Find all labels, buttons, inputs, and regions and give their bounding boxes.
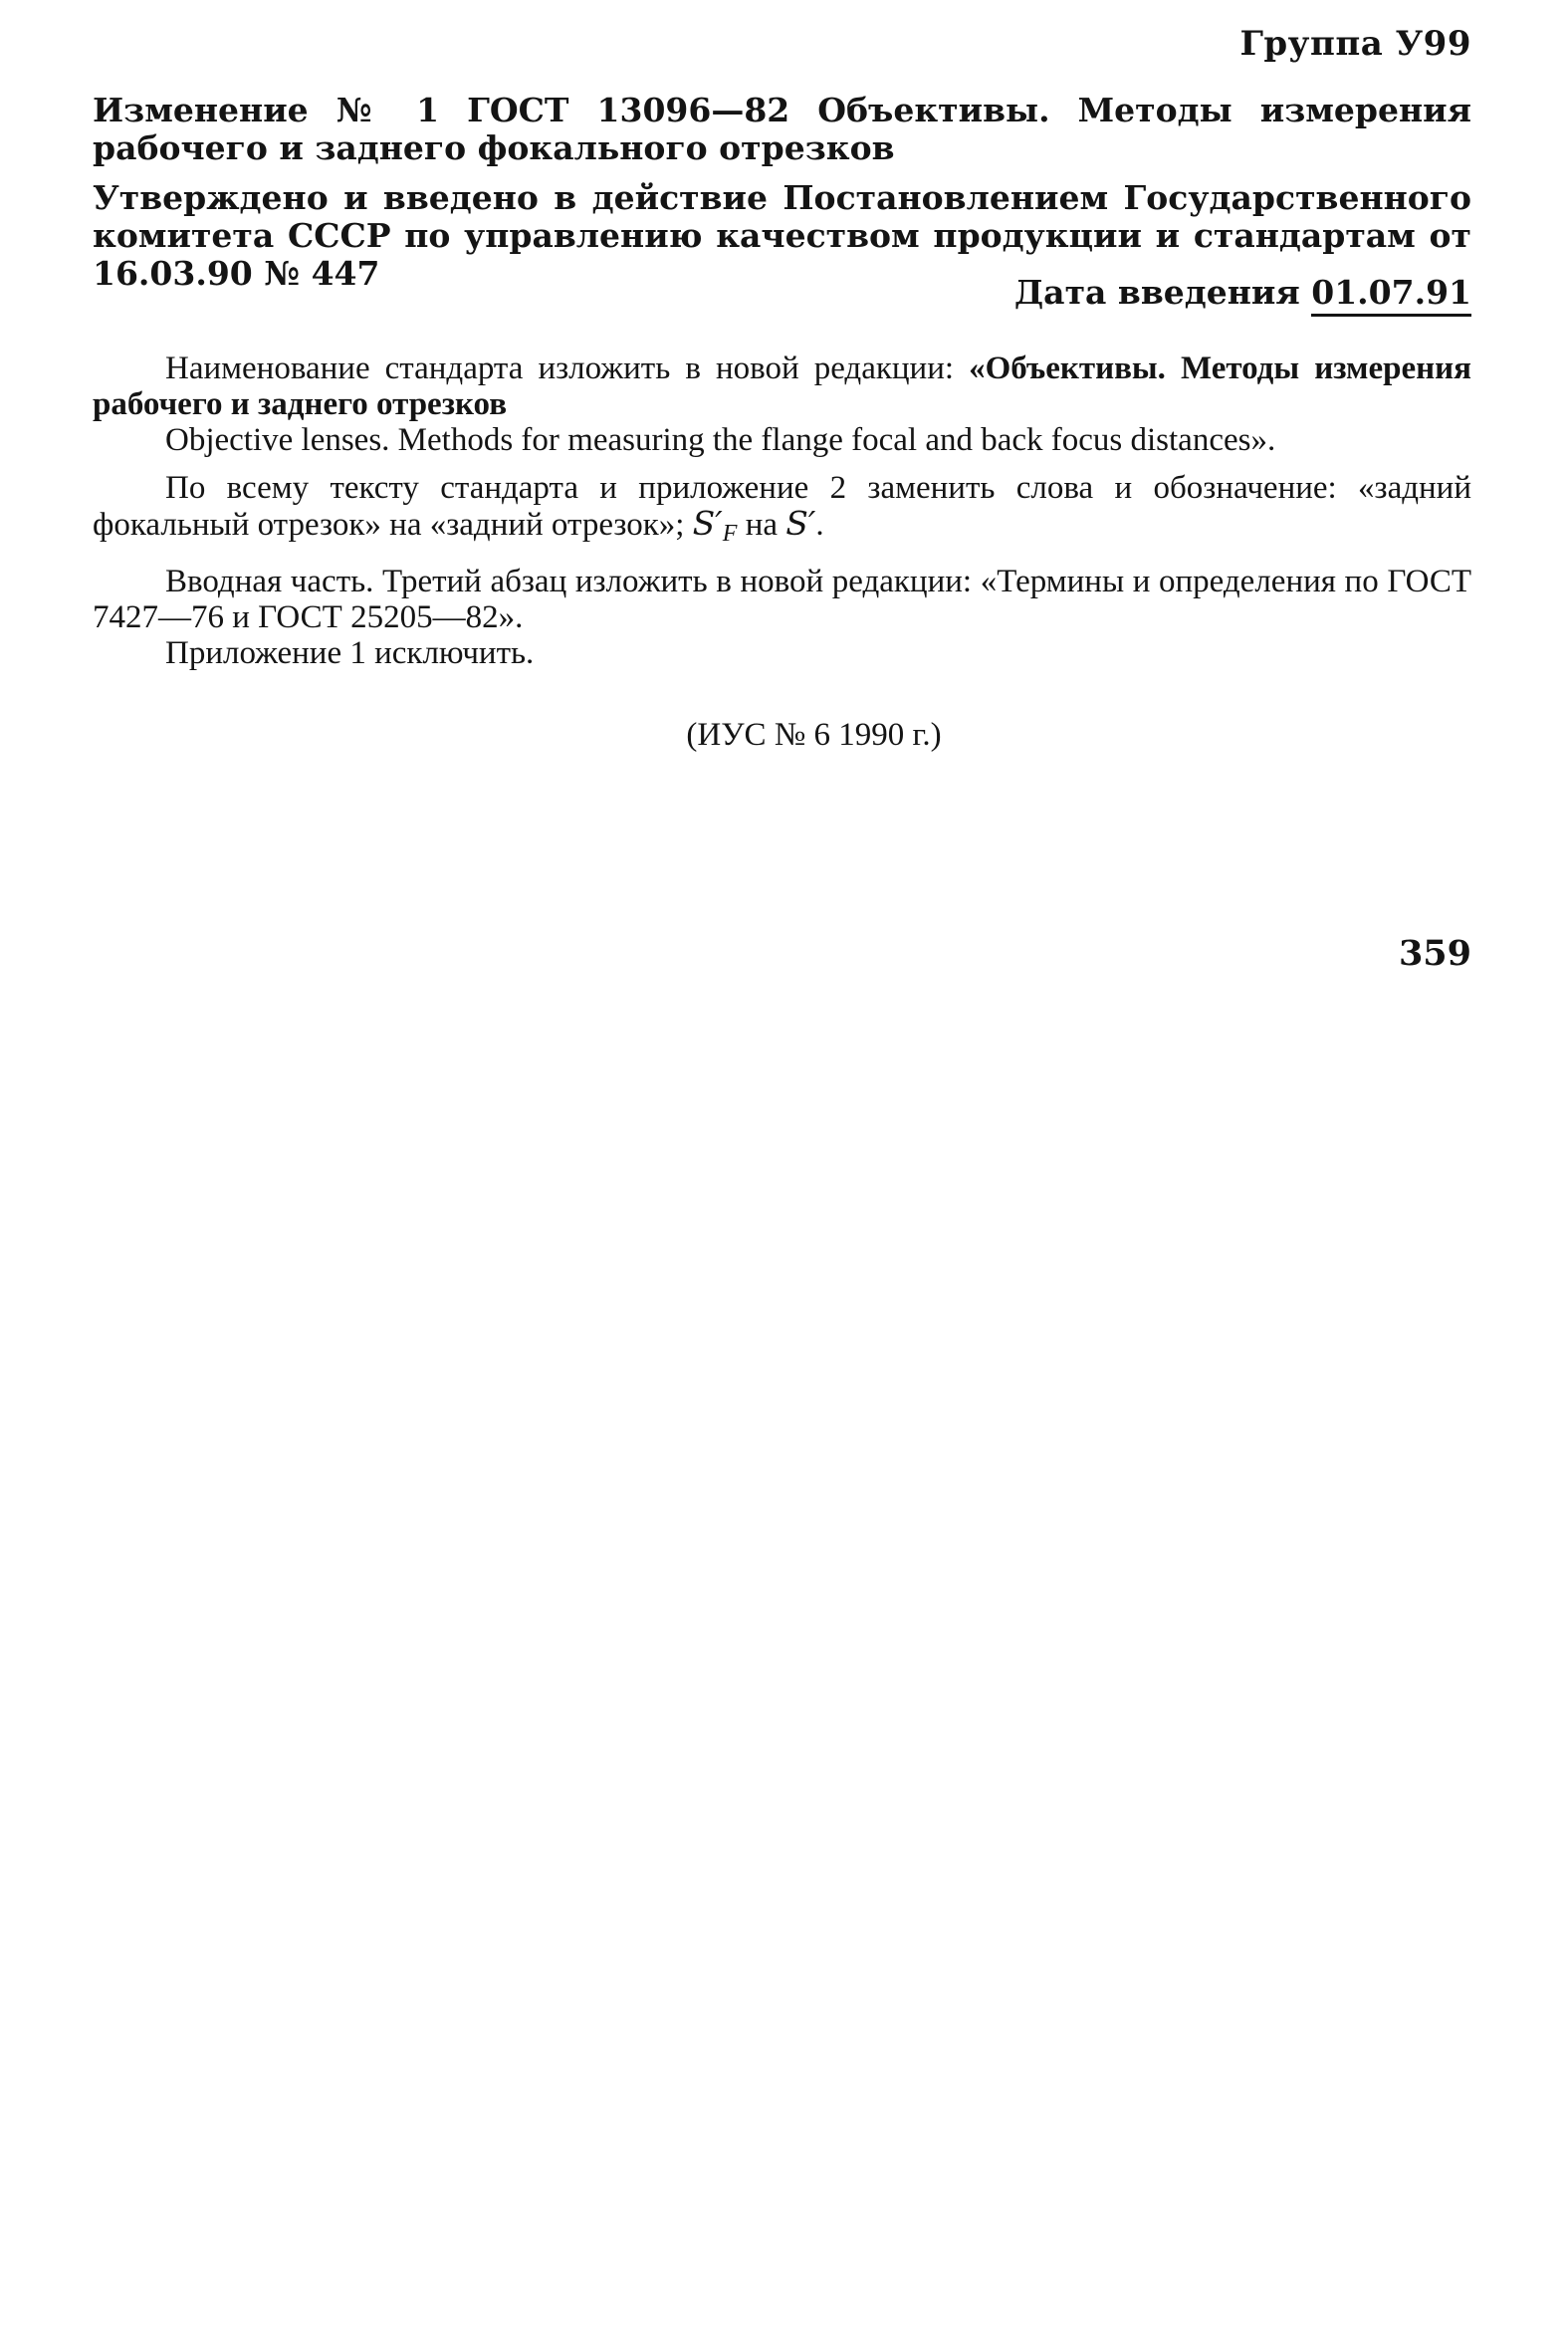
paragraph-replace-terms-end: .	[815, 507, 824, 543]
paragraph-rename	[93, 351, 1471, 422]
paragraph-appendix: Приложение 1 исключить.	[165, 635, 535, 671]
document-body	[93, 351, 1471, 683]
paragraph-replace-terms-middle: на	[737, 507, 786, 543]
symbol-old: S′	[692, 504, 723, 543]
publication-source: (ИУС № 6 1990 г.)	[686, 717, 942, 753]
symbol-new: S′	[785, 504, 816, 543]
effective-date-label: Дата введения	[1013, 273, 1300, 312]
symbol-old-subscript: F	[722, 521, 738, 547]
page-number: 359	[1398, 933, 1471, 974]
paragraph-rename-text: Наименование стандарта изложить в новой редакции:	[165, 351, 970, 386]
paragraph-rename-new-title: «Объективы. Методы измерения рабочего и заднего отрезков	[93, 351, 1472, 422]
effective-date-value: 01.07.91	[1311, 273, 1471, 317]
paragraph-english-title: Objective lenses. Methods for measuring the flange focal and back focus distances».	[165, 422, 1276, 458]
document-title: Изменение № 1 ГОСТ 13096—82 Объективы. Методы измерения рабочего и заднего фокального отрезков	[93, 91, 1471, 167]
paragraph-introduction: Вводная часть. Третий абзац изложить в новой редакции: «Термины и определения по ГОСТ 7427—76 и ГОСТ 25205—82».	[93, 564, 1471, 635]
paragraph-replace-terms-text: По всему тексту стандарта и приложение 2 заменить слова и обозначение: «задний фокальный отрезок» на «задний отрезок»;	[93, 470, 1471, 543]
effective-date-line	[1014, 273, 1471, 312]
approval-statement: Утверждено и введено в действие Постановлением Государственного комитета СССР по управлению качеством продукции и стандартам от 16.03.90 № 447	[93, 178, 1471, 293]
paragraph-replace-terms	[93, 470, 1471, 552]
group-code: Группа У99	[1239, 24, 1471, 64]
